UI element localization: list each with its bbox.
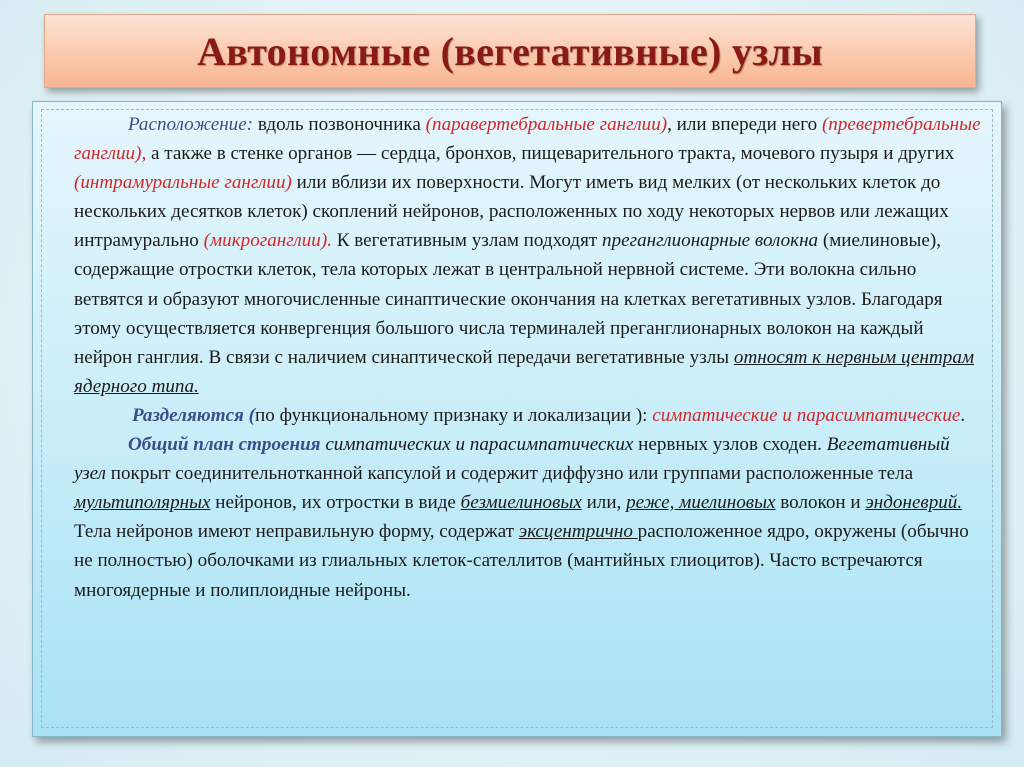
term-prevertebral: (превертебральные ганглии),: [74, 114, 981, 165]
paragraph-division: [74, 401, 985, 430]
text-span: вдоль позвоночника: [253, 114, 426, 135]
term-symp-parasymp: симпатических и парасимпатических: [325, 434, 634, 456]
label-division: Разделяются (: [132, 404, 256, 426]
term-endoneurium: эндоневрий.: [865, 492, 963, 514]
text-span: а также в стенке органов — сердца, бронхов, пищеварительного тракта, мочевого пузыря и других: [146, 143, 955, 165]
paragraph-location: [74, 110, 985, 401]
label-general-plan: Общий план строения: [128, 434, 321, 456]
text-span: покрыт соединительнотканной капсулой и содержит диффузно или группами расположенные тела: [106, 463, 914, 485]
text-span: .: [960, 404, 966, 426]
label-location: Расположение:: [128, 114, 254, 135]
term-multipolar: мультиполярных: [74, 492, 211, 514]
paragraph-structure: [74, 430, 985, 605]
term-sympathetic-parasympathetic: симпатические и парасимпатические: [652, 404, 961, 426]
text-span: или,: [581, 492, 627, 514]
term-vegetative-node: Вегетативный узел: [74, 434, 950, 485]
text-span: или вблизи их поверхности. Могут иметь вид мелких (от нескольких клеток до нескольких десятков клеток) скоплений нейронов, расположенных по ходу некоторых нервов или лежащих интрамурально: [74, 172, 949, 252]
content-panel: [32, 101, 1002, 737]
text-span: К вегетативным узлам подходят: [331, 230, 603, 252]
text-span: (миелиновые), содержащие отростки клеток, тела которых лежат в центральной нервной системе. Эти волокна сильно ветвятся и образуют многочисленные синаптические окончания на клетках вегетативных узлов. Благодаря этому осуществляется конвергенция большого числа терминалей преганглионарных волокон на каждый нейрон ганглия. В связи с наличием синаптической передачи вегетативные узлы: [74, 230, 943, 368]
text-span: расположенное ядро, окружены (обычно не полностью) оболочками из глиальных клеток-сателлитов (мантийных глиоцитов). Часто встречаются многоядерные и полиплоидные нейроны.: [74, 521, 969, 601]
slide-title: Автономные (вегетативные) узлы: [197, 28, 823, 74]
text-span: Тела нейронов имеют неправильную форму, содержат: [74, 521, 519, 543]
text-span: нервных узлов сходен.: [633, 434, 827, 456]
term-eccentric: эксцентрично: [518, 521, 638, 543]
term-preganglionic: преганглионарные волокна: [602, 230, 819, 252]
term-nuclear-centers: относят к нервным центрам ядерного типа.: [74, 346, 975, 397]
term-myelinated: реже, миелиновых: [626, 492, 776, 514]
title-banner: [44, 14, 976, 88]
term-paravertebral: (паравертебральные ганглии): [425, 114, 668, 135]
term-microganglia: (микроганглии).: [203, 230, 332, 252]
text-span: по функциональному признаку и локализации ):: [255, 404, 653, 426]
term-unmyelinated: безмиелиновых: [460, 492, 582, 514]
text-span: , или впереди него: [667, 114, 822, 135]
text-span: волокон и: [775, 492, 866, 514]
text-span: нейронов, их отростки в виде: [210, 492, 461, 514]
term-intramural: (интрамуральные ганглии): [74, 172, 292, 194]
